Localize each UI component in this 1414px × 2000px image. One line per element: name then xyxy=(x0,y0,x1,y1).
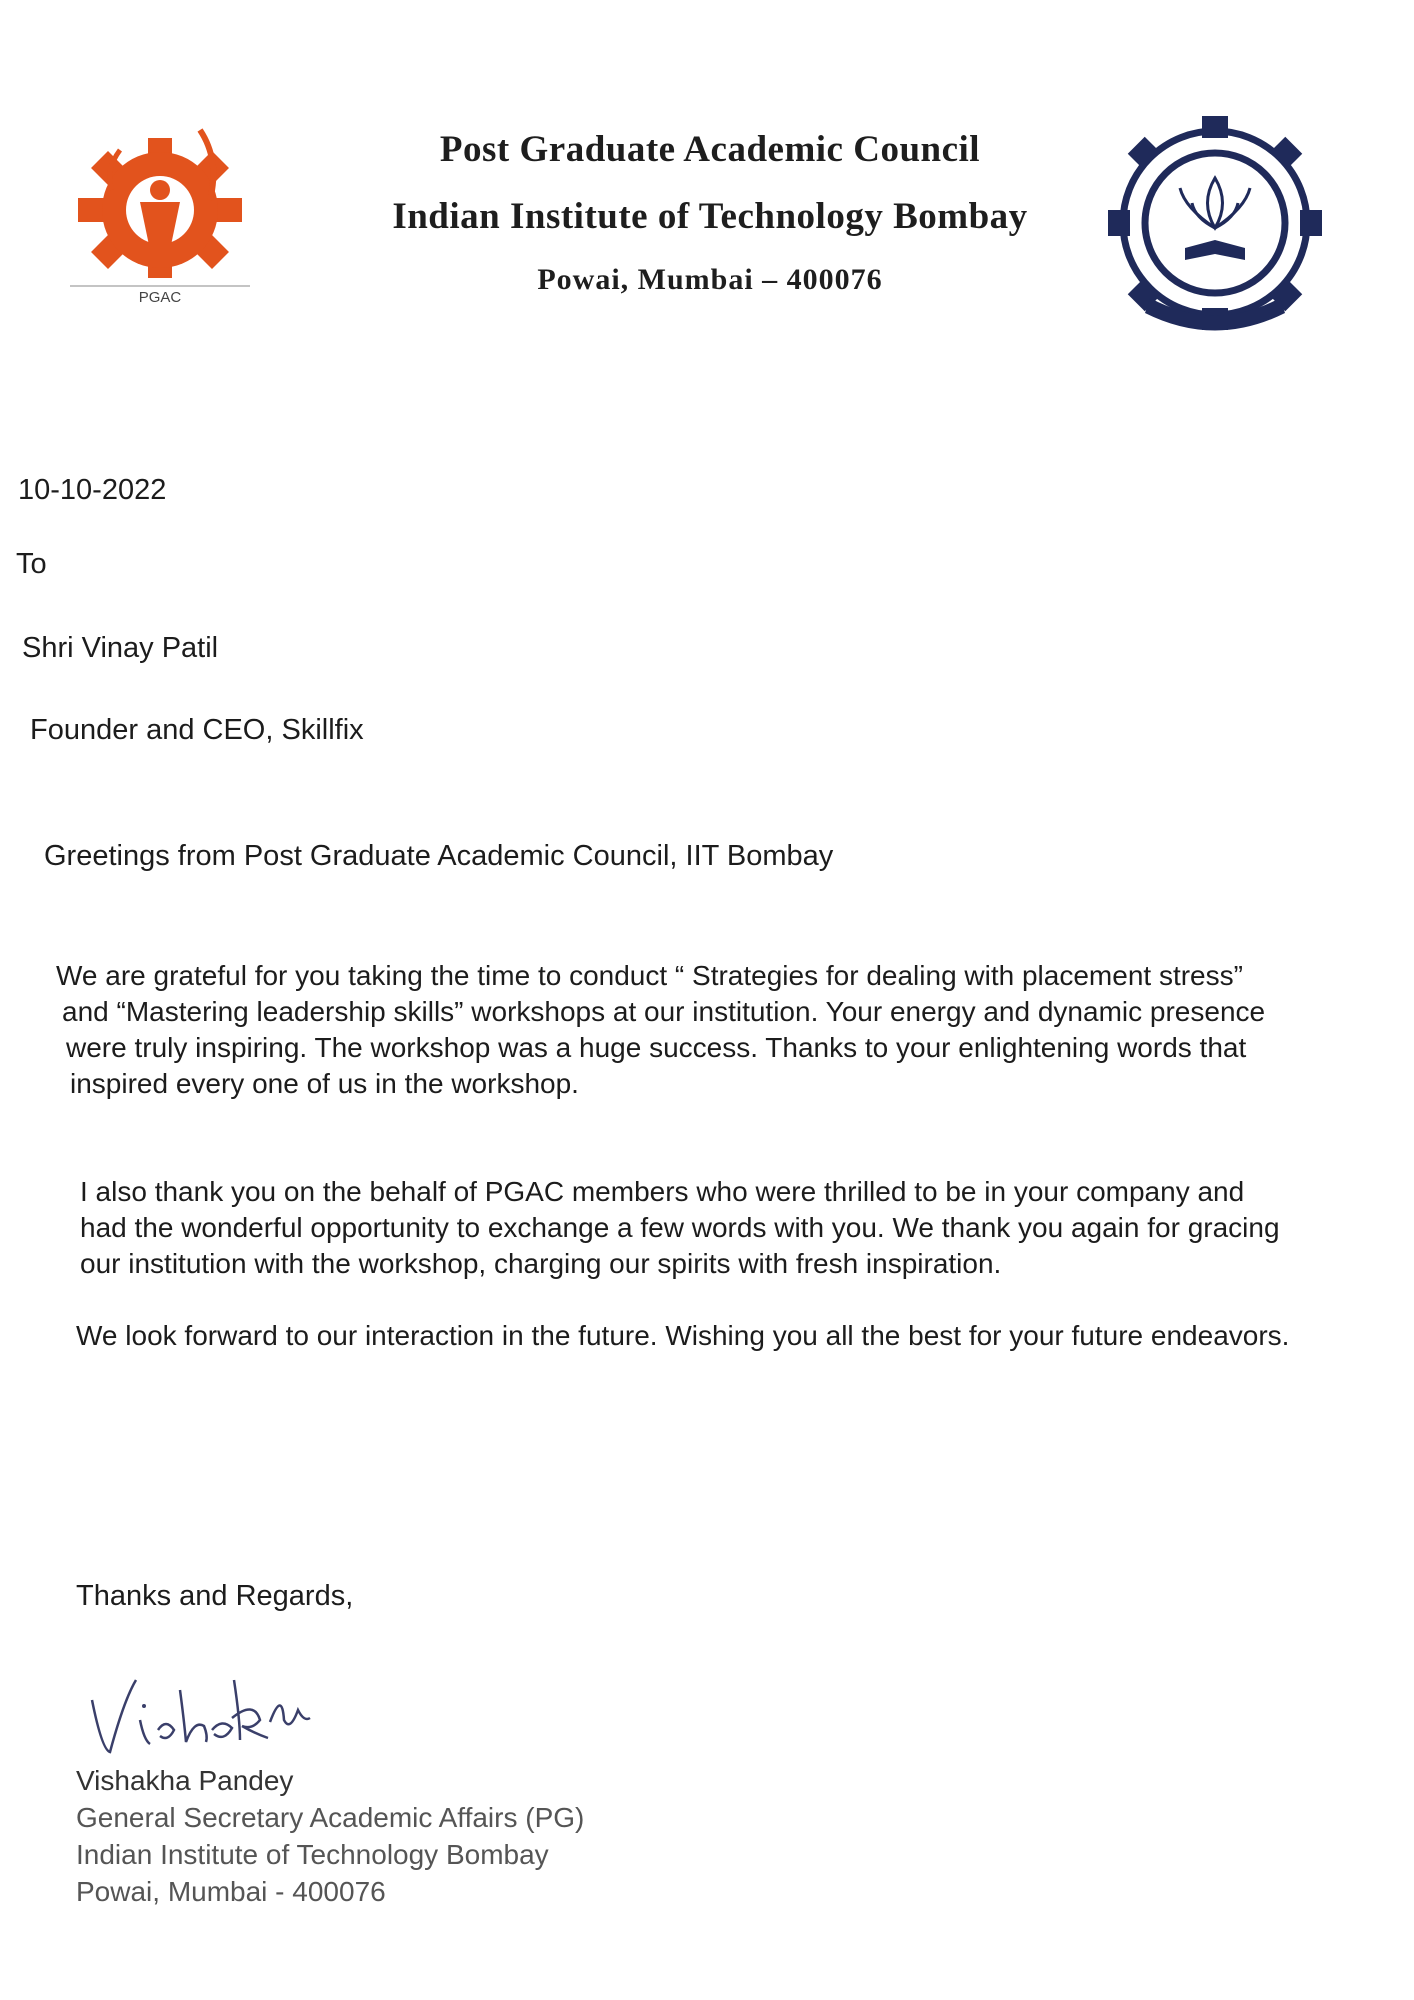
iitb-logo-icon xyxy=(1080,108,1350,348)
closing: Thanks and Regards, xyxy=(76,1580,354,1612)
institute-name: Indian Institute of Technology Bombay xyxy=(392,196,1028,237)
handwritten-signature xyxy=(84,1660,314,1760)
recipient-title: Founder and CEO, Skillfix xyxy=(30,714,364,746)
paragraph-2-line: had the wonderful opportunity to exchange a few words with you. We thank you again for gracing xyxy=(80,1212,1280,1243)
paragraph-1-line: and “Mastering leadership skills” workshops at our institution. Your energy and dynamic presence xyxy=(62,996,1266,1027)
recipient-name: Shri Vinay Patil xyxy=(22,632,219,664)
signatory-title: General Secretary Academic Affairs (PG) xyxy=(76,1802,585,1833)
pgac-logo-label: PGAC xyxy=(138,289,182,306)
signatory-institute: Indian Institute of Technology Bombay xyxy=(76,1839,549,1870)
paragraph-2 xyxy=(80,1174,1280,1282)
paragraph-1-line: inspired every one of us in the workshop. xyxy=(70,1068,579,1099)
pgac-logo-icon xyxy=(60,120,260,310)
paragraph-3-line: We look forward to our interaction in the future. Wishing you all the best for your future endeavors. xyxy=(76,1320,1290,1351)
paragraph-1-line: We are grateful for you taking the time to conduct “ Strategies for dealing with placement stress” xyxy=(56,960,1243,991)
paragraph-2-line: I also thank you on the behalf of PGAC members who were thrilled to be in your company and xyxy=(80,1176,1245,1207)
to-label: To xyxy=(16,548,47,580)
paragraph-1 xyxy=(56,958,1265,1102)
institute-address: Powai, Mumbai – 400076 xyxy=(537,263,883,296)
paragraph-2-line: our institution with the workshop, charging our spirits with fresh inspiration. xyxy=(80,1248,1002,1279)
signatory-name: Vishakha Pandey xyxy=(76,1765,294,1796)
council-name: Post Graduate Academic Council xyxy=(439,129,981,170)
letter-date: 10-10-2022 xyxy=(18,474,167,506)
paragraph-1-line: were truly inspiring. The workshop was a huge success. Thanks to your enlightening words that xyxy=(66,1032,1247,1063)
paragraph-3 xyxy=(76,1318,1289,1354)
signature-block xyxy=(76,1762,584,1910)
greeting: Greetings from Post Graduate Academic Council, IIT Bombay xyxy=(44,840,834,872)
signatory-address: Powai, Mumbai - 400076 xyxy=(76,1876,386,1907)
